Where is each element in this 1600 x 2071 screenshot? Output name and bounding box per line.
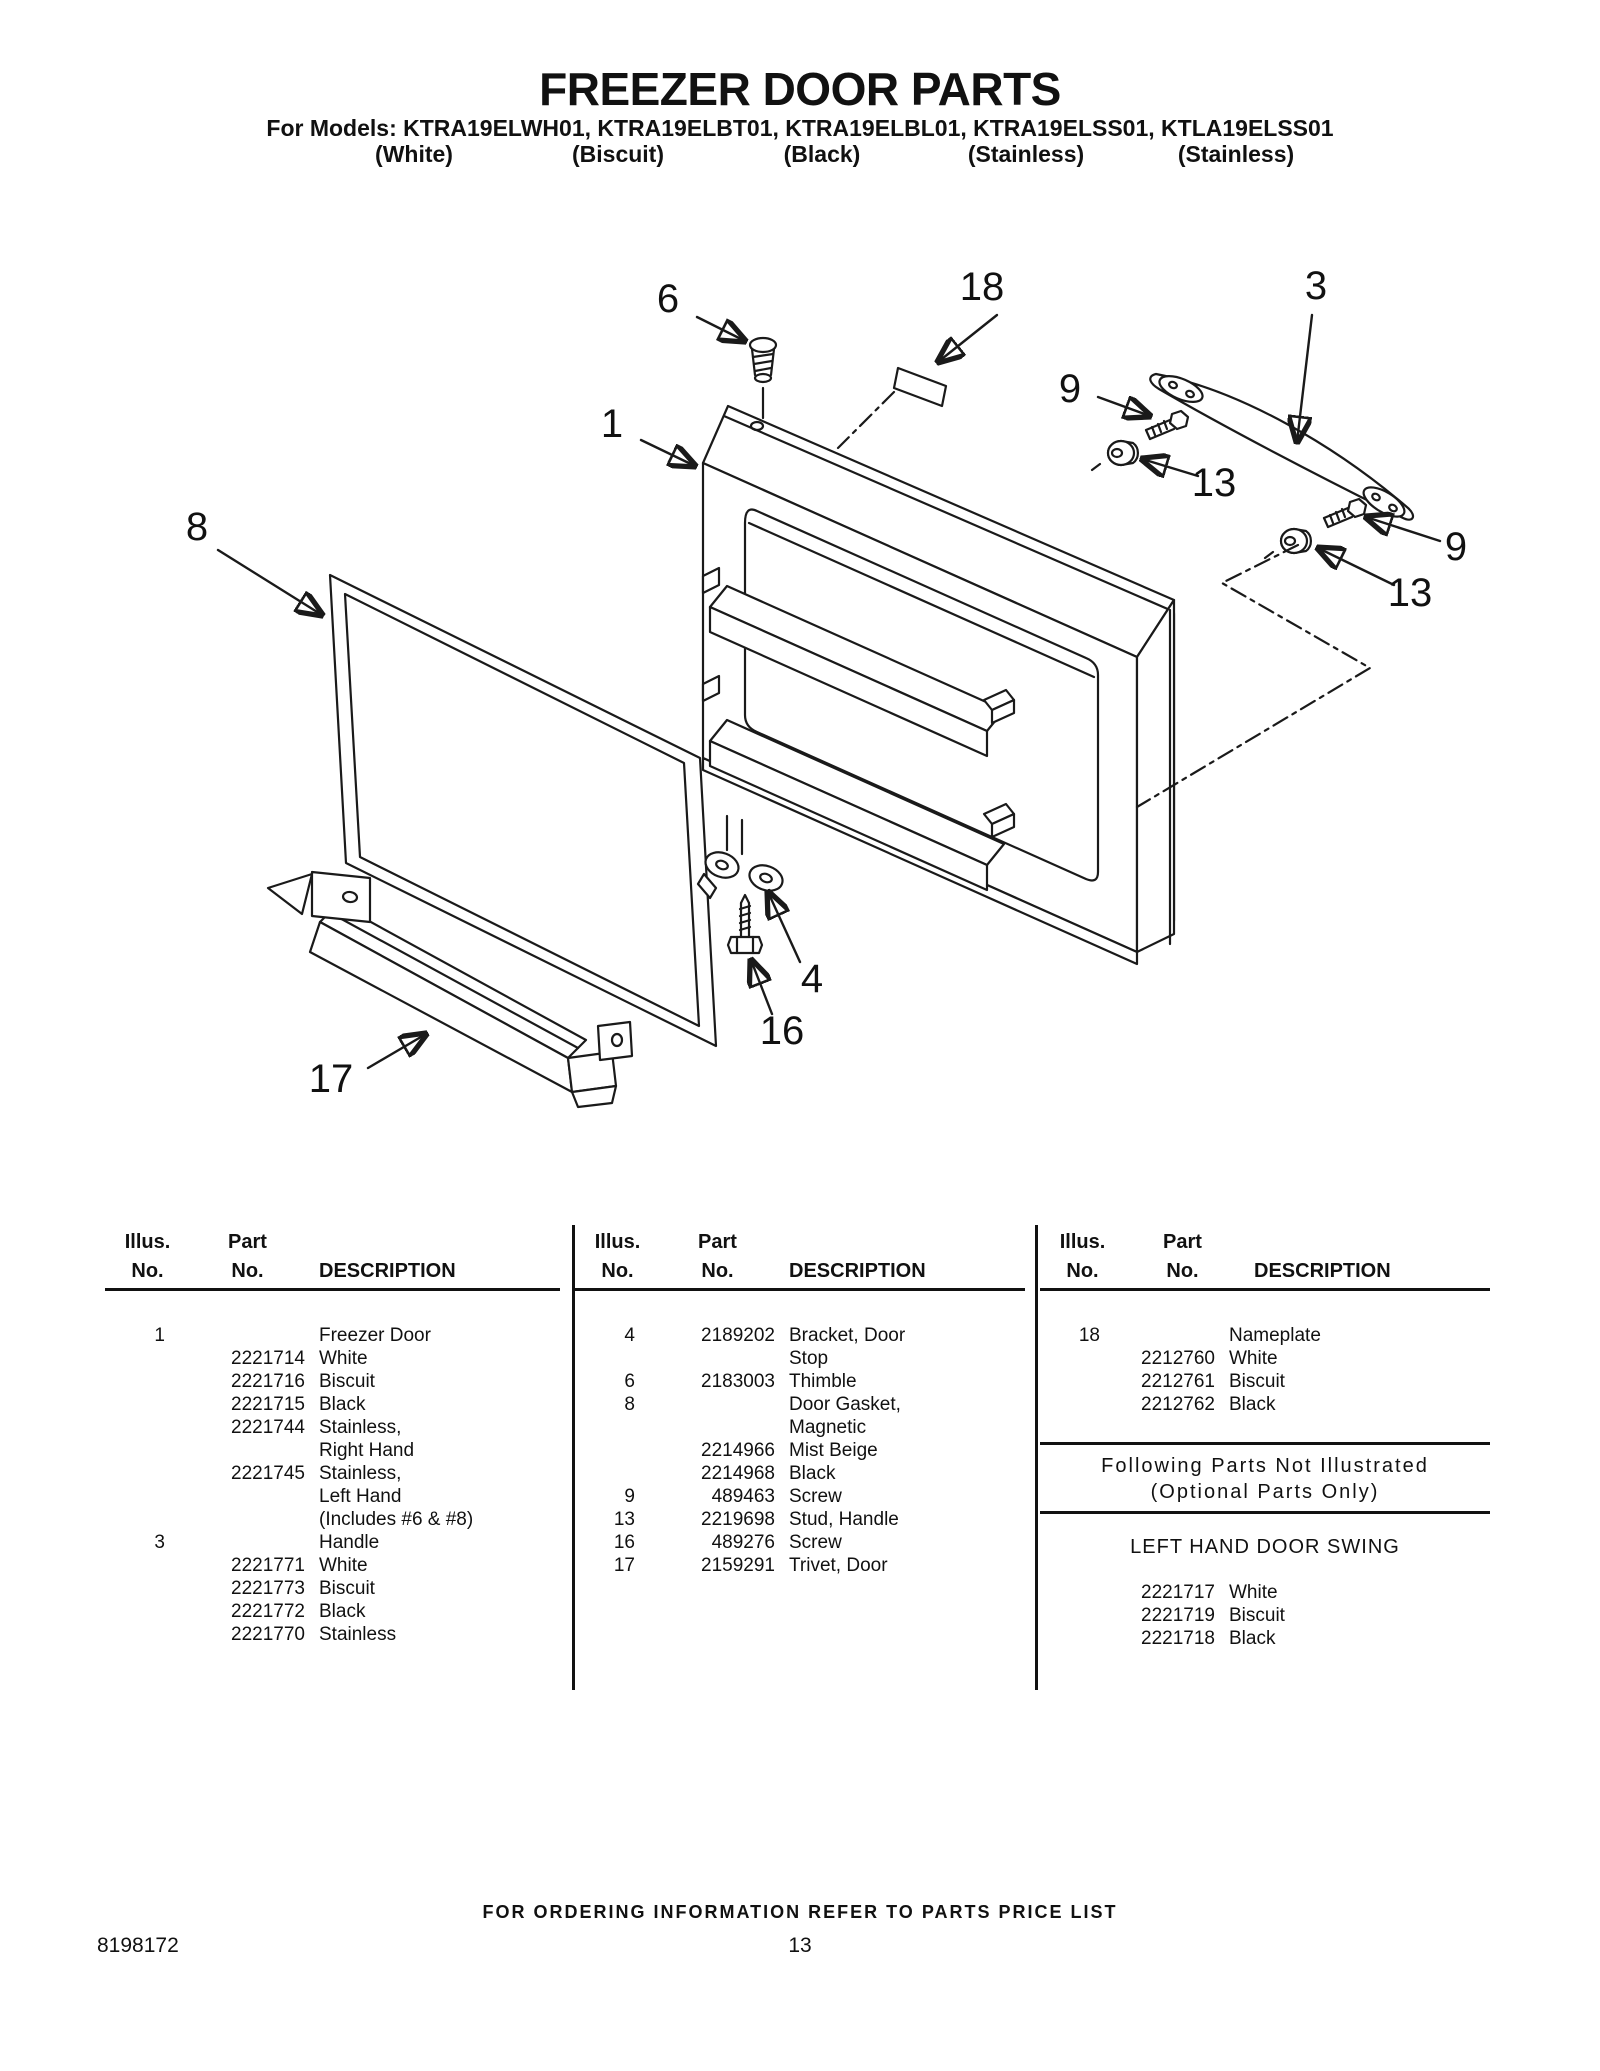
callout-4-bracket: 4 xyxy=(800,957,824,1001)
callout-1-freezer-door: 1 xyxy=(600,402,624,446)
model-color-label: (Black) xyxy=(783,141,861,167)
table-row: 2212762 Black xyxy=(1141,1394,1276,1415)
screw-lower-drawing xyxy=(1324,499,1366,527)
screw-upper-drawing xyxy=(1146,411,1188,439)
table-row: 3 Handle xyxy=(154,1532,380,1553)
table-row: 9 489463 Screw xyxy=(624,1486,842,1507)
callout-9-upper: 9 xyxy=(1058,367,1082,411)
table-row: 2221772 Black xyxy=(231,1601,366,1622)
table-row: 4 2189202 Bracket, Door xyxy=(624,1325,906,1346)
table-row: 13 2219698 Stud, Handle xyxy=(613,1509,899,1530)
table-row: (Includes #6 & #8) xyxy=(319,1509,474,1530)
table-row: 8 Door Gasket, xyxy=(624,1394,901,1415)
table-header: Illus. Part No. No. DESCRIPTION xyxy=(105,1228,560,1291)
table-row: 2214966 Mist Beige xyxy=(701,1440,878,1461)
callout-16-screw: 16 xyxy=(759,1009,805,1053)
table-row: Right Hand xyxy=(319,1440,415,1461)
callout-3-handle: 3 xyxy=(1304,264,1328,308)
model-color-label: (White) xyxy=(375,141,453,167)
model-color-label: (Biscuit) xyxy=(572,141,664,167)
parts-table-column-2 xyxy=(575,1228,1025,1577)
callout-17-trivet: 17 xyxy=(308,1057,354,1101)
table-row: 2221715 Black xyxy=(231,1394,366,1415)
table-row: 17 2159291 Trivet, Door xyxy=(613,1555,888,1576)
ordering-note: FOR ORDERING INFORMATION REFER TO PARTS PRICE LIST xyxy=(482,1902,1118,1922)
callout-13-upper: 13 xyxy=(1191,461,1237,505)
table-row: 2212761 Biscuit xyxy=(1141,1371,1285,1392)
model-color-label: (Stainless) xyxy=(967,141,1085,167)
parts-table-column-1 xyxy=(105,1228,560,1646)
table-row: Left Hand xyxy=(319,1486,402,1507)
table-header: Illus. Part No. No. DESCRIPTION xyxy=(1040,1228,1490,1291)
callout-13-lower: 13 xyxy=(1387,571,1433,615)
model-color-label: (Stainless) xyxy=(1177,141,1295,167)
table-row: 2221744 Stainless, xyxy=(231,1417,402,1438)
not-illustrated-note: Following Parts Not Illustrated (Optional Parts Only) xyxy=(1040,1442,1490,1514)
page-title: FREEZER DOOR PARTS xyxy=(539,63,1061,115)
table-row: 2221716 Biscuit xyxy=(231,1371,375,1392)
screw-bracket-drawing xyxy=(728,895,762,953)
table-row: 2212760 White xyxy=(1141,1348,1278,1369)
table-row: 2221745 Stainless, xyxy=(231,1463,402,1484)
column-divider xyxy=(1035,1225,1038,1690)
stud-upper-drawing xyxy=(1092,441,1138,470)
callout-1-door: 6 xyxy=(656,277,680,321)
table-row: Magnetic xyxy=(789,1417,867,1438)
table-row: 2221770 Stainless xyxy=(231,1624,397,1645)
table-row: 1 Freezer Door xyxy=(154,1325,431,1346)
left-hand-door-swing-title: LEFT HAND DOOR SWING xyxy=(1130,1536,1400,1558)
table-header: Illus. Part No. No. DESCRIPTION xyxy=(575,1228,1025,1291)
thimble-drawing xyxy=(750,338,776,418)
handle-drawing xyxy=(1150,371,1413,523)
doc-number: 8198172 xyxy=(97,1934,179,1957)
table-row: 16 489276 Screw xyxy=(613,1532,842,1553)
page-number: 13 xyxy=(788,1934,812,1957)
table-row: Stop xyxy=(789,1348,829,1369)
table-row: 2221773 Biscuit xyxy=(231,1578,375,1599)
callout-18-nameplate: 18 xyxy=(959,265,1005,309)
callout-8-gasket: 8 xyxy=(185,505,209,549)
table-row: 2221771 White xyxy=(231,1555,368,1576)
models-line: For Models: KTRA19ELWH01, KTRA19ELBT01, KTRA19ELBL01, KTRA19ELSS01, KTLA19ELSS01 xyxy=(266,115,1334,141)
stud-lower-drawing xyxy=(1265,529,1311,558)
table-row: 2214968 Black xyxy=(701,1463,836,1484)
table-row: 2221717 White xyxy=(1141,1582,1278,1603)
callout-9-lower: 9 xyxy=(1444,525,1468,569)
nameplate-drawing xyxy=(838,368,946,448)
bracket-door-stop-drawing xyxy=(698,816,786,898)
table-row: 18 Nameplate xyxy=(1078,1325,1321,1346)
table-row: 2221719 Biscuit xyxy=(1141,1605,1285,1626)
parts-table-column-3 xyxy=(1040,1228,1490,1650)
table-row: 2221718 Black xyxy=(1141,1628,1276,1649)
table-row: 6 2183003 Thimble xyxy=(624,1371,857,1392)
table-row: 2221714 White xyxy=(231,1348,368,1369)
